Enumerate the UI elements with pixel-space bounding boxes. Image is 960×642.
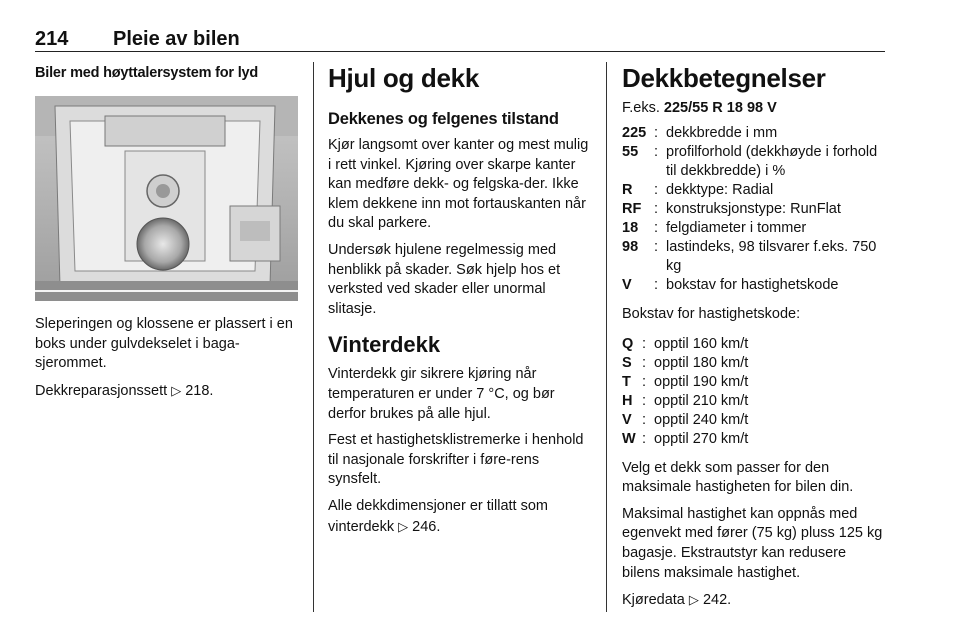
page-title: Pleie av bilen [113,28,240,50]
cross-ref-page[interactable]: 218. [185,382,214,399]
colon-separator: : [654,125,659,141]
paragraph: Kjør langsomt over kanter og mest mulig i rett vinkel. Kjøring over skarpe kanter kan medføre dekk- og felgska-der. Ikke klem dekkene inn mot fortauskanten når du skal parkere. [328,137,589,232]
cross-ref-page[interactable]: 246. [412,518,441,535]
column-divider [313,62,314,612]
cross-reference [622,590,887,611]
colon-separator: : [654,277,659,293]
colon-separator: : [654,220,659,236]
definition-key: R [622,182,633,198]
definition-row [622,335,887,354]
column-left [35,62,300,408]
definition-value: bokstav for hastighetskode [666,277,839,293]
cross-ref-page[interactable]: 242. [702,592,732,609]
subsection-title: Dekkenes og felgenes tilstand [328,110,559,128]
cross-ref-text: Kjøredata [622,592,689,609]
definition-row [622,411,887,430]
colon-separator: : [642,354,647,371]
definition-value: opptil 270 km/t [654,430,749,447]
definition-key: 55 [622,144,639,160]
cross-reference [35,381,300,402]
colon-separator: : [642,373,647,390]
paragraph: Undersøk hjulene regelmessig med henblikk på skader. Søk hjelp hos et verksted ved skader eller unormal slitasje. [328,241,561,317]
definition-key: S [622,354,632,371]
column-middle [328,62,590,544]
speed-code-list [622,335,887,449]
definition-key: 225 [622,125,647,141]
definition-row [622,219,887,238]
example-label: F.eks. [622,100,660,116]
colon-separator: : [654,201,659,217]
arrow-right-icon: ▷ [398,518,409,534]
definition-key: 98 [622,239,639,255]
page-number: 214 [35,28,69,50]
definition-row [622,392,887,411]
colon-separator: : [642,392,647,409]
definition-key: V [622,411,632,428]
paragraph: Fest et hastighetsklistremerke i henhold til nasjonale forskrifter i føre-rens synsfelt. [328,432,584,488]
definition-value: dekktype: Radial [666,182,774,198]
definition-key: W [622,430,636,447]
colon-separator: : [654,144,659,160]
definition-row [622,143,887,181]
colon-separator: : [642,335,647,352]
column-right [622,62,887,618]
definition-row [622,181,887,200]
definition-value: opptil 190 km/t [654,373,749,390]
paragraph: Sleperingen og klossene er plassert i en boks under gulvdekselet i baga-sjerommet. [35,316,293,372]
definition-list [622,124,887,295]
arrow-right-icon: ▷ [171,382,182,398]
definition-key: T [622,373,631,390]
paragraph: Velg et dekk som passer for den maksimale hastigheten for bilen din. [622,459,854,496]
definition-row [622,238,887,276]
definition-row [622,200,887,219]
cross-reference [328,497,590,537]
colon-separator: : [654,182,659,198]
speed-heading: Bokstav for hastighetskode: [622,306,801,322]
section-title: Dekkbetegnelser [622,63,826,93]
definition-key: H [622,392,633,409]
definition-value: profilforhold (dekkhøyde i forhold til dekkbredde) i % [666,144,878,179]
definition-value: opptil 160 km/t [654,335,749,352]
definition-value: felgdiameter i tommer [666,220,807,236]
colon-separator: : [654,239,659,255]
definition-key: RF [622,201,642,217]
cross-ref-text: Dekkreparasjonssett [35,382,172,399]
definition-row [622,276,887,295]
cross-ref-text: Alle dekkdimensjoner er tillatt som vinterdekk [328,497,549,535]
definition-row [622,354,887,373]
section-title: Hjul og dekk [328,63,479,93]
definition-value: opptil 240 km/t [654,411,749,428]
section-title-winter: Vinterdekk [328,332,441,358]
column-divider [606,62,607,612]
definition-value: lastindeks, 98 tilsvarer f.eks. 750 kg [666,239,877,274]
page-header [35,24,885,52]
paragraph: Vinterdekk gir sikrere kjøring når temperaturen er under 7 °C, og bør derfor brukes på alle hjul. [328,366,555,422]
colon-separator: : [642,430,647,447]
definition-key: 18 [622,220,639,236]
definition-row [622,373,887,392]
paragraph: Maksimal hastighet kan oppnås med egenvekt med fører (75 kg) pluss 125 kg bagasje. Ekstrautstyr kan redusere bilens maksimale hastighet. [622,505,883,581]
section-heading: Biler med høyttalersystem for lyd [35,65,259,81]
definition-key: Q [622,335,634,352]
definition-value: opptil 210 km/t [654,392,749,409]
example-code: 225/55 R 18 98 V [663,100,777,116]
definition-value: dekkbredde i mm [666,125,778,141]
definition-row [622,430,887,449]
definition-value: opptil 180 km/t [654,354,749,371]
definition-key: V [622,277,632,293]
colon-separator: : [642,411,647,428]
trunk-speaker-photo [35,96,298,301]
arrow-right-icon: ▷ [688,592,699,608]
definition-value: konstruksjonstype: RunFlat [666,201,841,217]
definition-row [622,124,887,143]
example-line [622,98,887,118]
